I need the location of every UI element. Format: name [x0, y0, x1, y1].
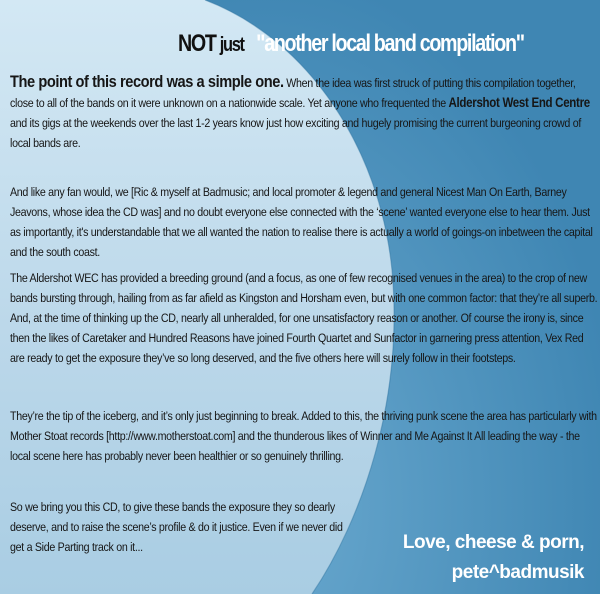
- signoff-signature: pete^badmusik: [451, 562, 584, 583]
- paragraph-iceberg: [10, 406, 597, 466]
- paragraph-closing-text: So we bring you this CD, to give these bands the exposure they so dearly deserve, and to raise the scene’s profile & do it justice. Even if we never did get a Side Parting track on it...: [10, 500, 343, 554]
- title-quote: "another local band compilation": [256, 30, 524, 57]
- intro-text-a: When the idea was first struck of putting this compilation together, close to all of the bands on it were unknown on a nationwide scale. Yet anyone who frequented the: [10, 76, 576, 110]
- intro-text-b: and its gigs at the weekends over the last 1-2 years know just how exciting and hugely promising the current burgeoning crowd of local bands are.: [10, 116, 581, 150]
- paragraph-closing: [10, 497, 343, 557]
- page-title: [178, 30, 524, 58]
- paragraph-venue-text: The Aldershot WEC has provided a breeding ground (and a focus, as one of few recognised venues in the area) to the crop of new bands bursting through, hailing from as far afield as Kingston and Horsham even, but with one common factor: that they’re all superb. And, at the time of thinking up the CD, nearly all unheralded, for one unsatisfactory reason or another. Of course the irony is, since then the likes of Caretaker and Hundred Reasons have joined Fourth Quartet and Sunfactor in garnering press attention, Vex Red are ready to get the exposure they’ve so long deserved, and the five others here will surely follow in their footsteps.: [10, 271, 598, 365]
- paragraph-fans: [10, 182, 593, 262]
- paragraph-fans-text: And like any fan would, we [Ric & myself at Badmusic; and local promoter & legend and general Nicest Man On Earth, Barney Jeavons, whose idea the CD was] and no doubt everyone else connected with the ‘scene’ wanted everyone else to hear them. Just as importantly, it's understandable that we all wanted the nation to realise there is actually a world of goings-on inbetween the capital and the south coast.: [10, 185, 593, 259]
- signoff: [324, 528, 584, 588]
- intro-lead: The point of this record was a simple one.: [10, 72, 284, 91]
- paragraph-venue: [10, 268, 598, 368]
- paragraph-iceberg-text: They’re the tip of the iceberg, and it’s only just beginning to break. Added to this, the thriving punk scene the area has particularly with Mother Stoat records [http://www.motherstoat.com] and the thunderous likes of Winner and Me Against It All leading the way - the local scene here has probably never been healthier or so genuinely thrilling.: [10, 409, 597, 463]
- signoff-line1: Love, cheese & porn,: [402, 532, 584, 553]
- title-just: just: [219, 34, 244, 56]
- paragraph-intro: [10, 72, 590, 153]
- venue-name: Aldershot West End Centre: [448, 95, 590, 110]
- title-not: NOT: [178, 30, 216, 57]
